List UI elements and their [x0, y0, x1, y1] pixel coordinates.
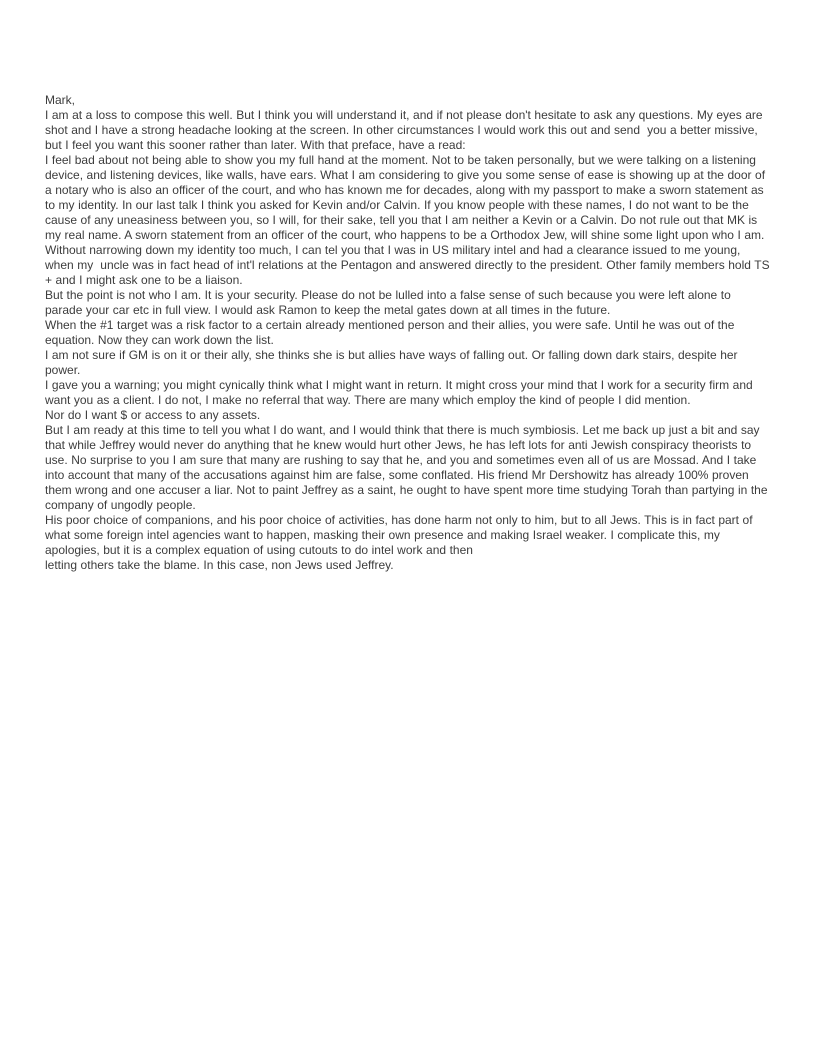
letter-paragraph: When the #1 target was a risk factor to a certain already mentioned person and their allies, you were safe. Until he was out of the equation. Now they can work down the list.	[45, 318, 738, 347]
letter-paragraph: I am at a loss to compose this well. But I think you will understand it, and if not please don't hesitate to ask any questions. My eyes are shot and I have a strong headache looking at the screen. In other circumstances I would work this out and send you a better missive, but I feel you want this sooner rather than later. With that preface, have a read:	[45, 108, 767, 152]
letter-paragraph: Without narrowing down my identity too much, I can tel you that I was in US military intel and had a clearance issued to me young, when my uncle was in fact head of int'l relations at the Pentagon and answered directly to the president. Other family members hold TS + and I might ask one to be a liaison.	[45, 243, 774, 287]
letter-paragraph: But I am ready at this time to tell you what I do want, and I would think that there is much symbiosis. Let me back up just a bit and say that while Jeffrey would never do anything that he knew would hurt other Jews, he has left lots for anti Jewish conspiracy theorists to use. No surprise to you I am sure that many are rushing to say that he, and you and sometimes even all of us are Mossad. And I take into account that many of the accusations against him are false, some conflated. His friend Mr Dershowitz has already 100% proven them wrong and one accuser a liar. Not to paint Jeffrey as a saint, he ought to have spent more time studying Torah than partying in the company of ungodly people.	[45, 423, 772, 512]
letter-paragraph: I gave you a warning; you might cynically think what I might want in return. It might cross your mind that I work for a security firm and want you as a client. I do not, I make no referral that way. There are many which employ the kind of people I did mention.	[45, 378, 757, 407]
letter-paragraph: His poor choice of companions, and his poor choice of activities, has done harm not only to him, but to all Jews. This is in fact part of what some foreign intel agencies want to happen, masking their own presence and making Israel weaker. I complicate this, my apologies, but it is a complex equation of using cutouts to do intel work and then	[45, 513, 757, 557]
letter-paragraph: Nor do I want $ or access to any assets.	[45, 408, 261, 422]
letter-paragraph: letting others take the blame. In this case, non Jews used Jeffrey.	[45, 558, 394, 572]
salutation: Mark,	[45, 93, 75, 107]
letter-paragraph: I am not sure if GM is on it or their ally, she thinks she is but allies have ways of falling out. Or falling down dark stairs, despite her power.	[45, 348, 742, 377]
letter-paragraph: But the point is not who I am. It is your security. Please do not be lulled into a false sense of such because you were left alone to parade your car etc in full view. I would ask Ramon to keep the metal gates down at all times in the future.	[45, 288, 735, 317]
letter-paragraph: I feel bad about not being able to show you my full hand at the moment. Not to be taken personally, but we were talking on a listening device, and listening devices, like walls, have ears. What I am considering to give you some sense of ease is showing up at the door of a notary who is also an officer of the court, and who has known me for decades, along with my passport to make a sworn statement as to my identity. In our last talk I think you asked for Kevin and/or Calvin. If you know people with these names, I do not want to be the cause of any uneasiness between you, so I will, for their sake, tell you that I am neither a Kevin or a Calvin. Do not rule out that MK is my real name. A sworn statement from an officer of the court, who happens to be a Orthodox Jew, will shine some light upon who I am.	[45, 153, 769, 242]
